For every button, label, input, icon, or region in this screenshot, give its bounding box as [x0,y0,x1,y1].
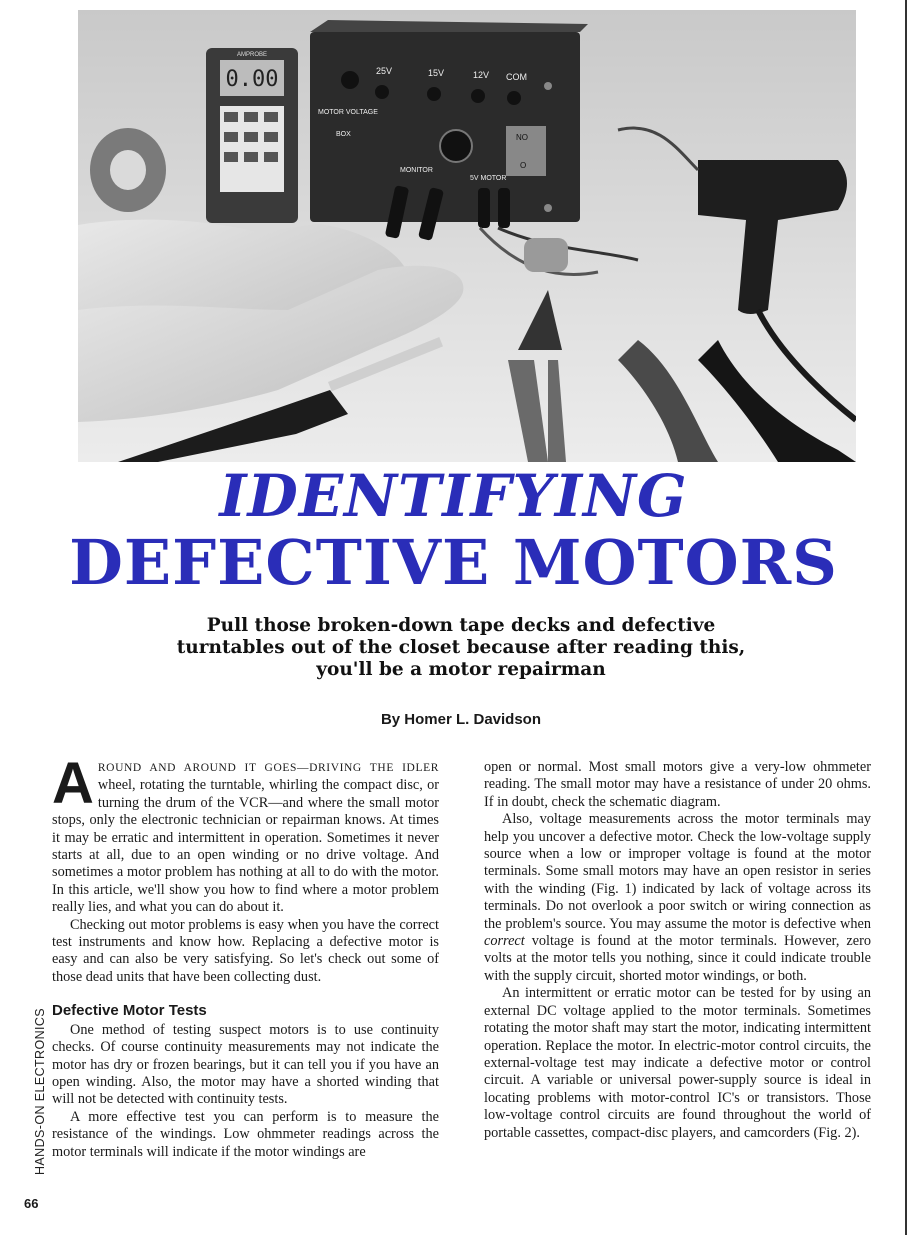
left-column [52,751,439,1161]
lead-in-caps: ROUND AND AROUND IT GOES—DRIVING THE IDLER [97,762,439,774]
svg-text:O: O [520,161,527,170]
paragraph-2: Checking out motor problems is easy when you have the correct test instruments and know how. Replacing a defective motor is easy and can also be very satisfying. So let's check out some of those dead units that have been collecting dust. [52,916,439,985]
section-heading: Defective Motor Tests [52,1002,207,1020]
svg-text:12V: 12V [473,70,490,80]
meter-brand: AMPROBE [236,52,268,58]
motor-voltage-box [310,20,588,222]
svg-text:5V MOTOR: 5V MOTOR [470,175,507,182]
article-title-line1: IDENTIFYING [219,462,688,530]
paragraph-7: An intermittent or erratic motor can be tested for by using an external DC voltage applied to the motor terminals. Sometimes rotating the motor shaft may start the motor, indicating intermittent operation. Replace the motor. In electric-motor control circuits, the external-voltage test may indicate a defective motor or control circuit. A variable or universal power-supply source is ideal in locating problems with motor-control IC's or transistors. Those low-voltage control circuits are found throughout the world of portable cassettes, compact-disc players, and camcorders (Fig. 2). [484,985,871,1141]
emphasis-correct: correct [484,933,525,950]
meter-display: 0.00 [225,67,279,92]
byline: By Homer L. Davidson [380,711,542,728]
svg-text:NO: NO [516,133,528,142]
svg-text:25V: 25V [376,66,393,76]
magazine-name-vertical: HANDS-ON ELECTRONICS [33,1007,47,1175]
article-photo [78,10,856,462]
svg-text:BOX: BOX [336,131,351,138]
right-column [484,759,871,1142]
paragraph-3: One method of testing suspect motors is to use continuity checks. Of course continuity measurements may not indicate the motor has dry or frozen bearings, but it can tell you if you have an open winding. Also, the motor may have a shorted winding that will not be detected with continuity tests. [52,1021,439,1108]
photo-illustration [78,10,856,462]
paragraph-1-text: wheel, rotating the turntable, whirling the compact disc, or turning the drum of the VCR—and where the small motor stops, only the electronic technician or repairman knows. At times it may be erratic and intermittent in operation. Sometimes it never starts at all, due to an open winding or no drive voltage. And sometimes a motor problem has nothing at all to do with the motor. In this article, we'll show you how to find where a motor problem really lies, and what you can do about it. [52,777,439,916]
svg-text:MOTOR VOLTAGE: MOTOR VOLTAGE [318,109,378,116]
multimeter [206,48,298,223]
svg-text:MONITOR: MONITOR [400,167,433,174]
drop-cap: A [52,751,94,816]
svg-text:15V: 15V [428,68,445,78]
page-number: 66 [24,1196,39,1211]
paragraph-6: Also, voltage measurements across the motor terminals may help you uncover a defective motor. Check the low-voltage supply source when a low or improper voltage is found at the motor terminals. Some small motors may have an open resistor in series with the winding (Fig. 1) indicated by lack of voltage across its terminals. Do not overlook a poor switch or wiring connection as the problem's source. You may assume the motor is defective when correct voltage is found at the motor terminals. However, zero volts at the motor tells you nothing, since it could indicate trouble with the supply circuit, shorted motor windings, or both. [484,811,871,984]
article-subtitle: Pull those broken-down tape decks and defective turntables out of the closet because after reading this, you'll be a motor repairman [176,615,746,680]
paragraph-5: open or normal. Most small motors give a very-low ohmmeter reading. The small motor may have a resistance of under 20 ohms. If in doubt, check the schematic diagram. [484,759,871,810]
article-title-line2: DEFECTIVE MOTORS [69,526,838,599]
paragraph-4: A more effective test you can perform is to measure the resistance of the windings. Low ohmmeter readings across the motor terminals will indicate if the motor windings are [52,1108,439,1160]
svg-text:COM: COM [506,72,527,82]
paragraph-1 [52,751,439,917]
